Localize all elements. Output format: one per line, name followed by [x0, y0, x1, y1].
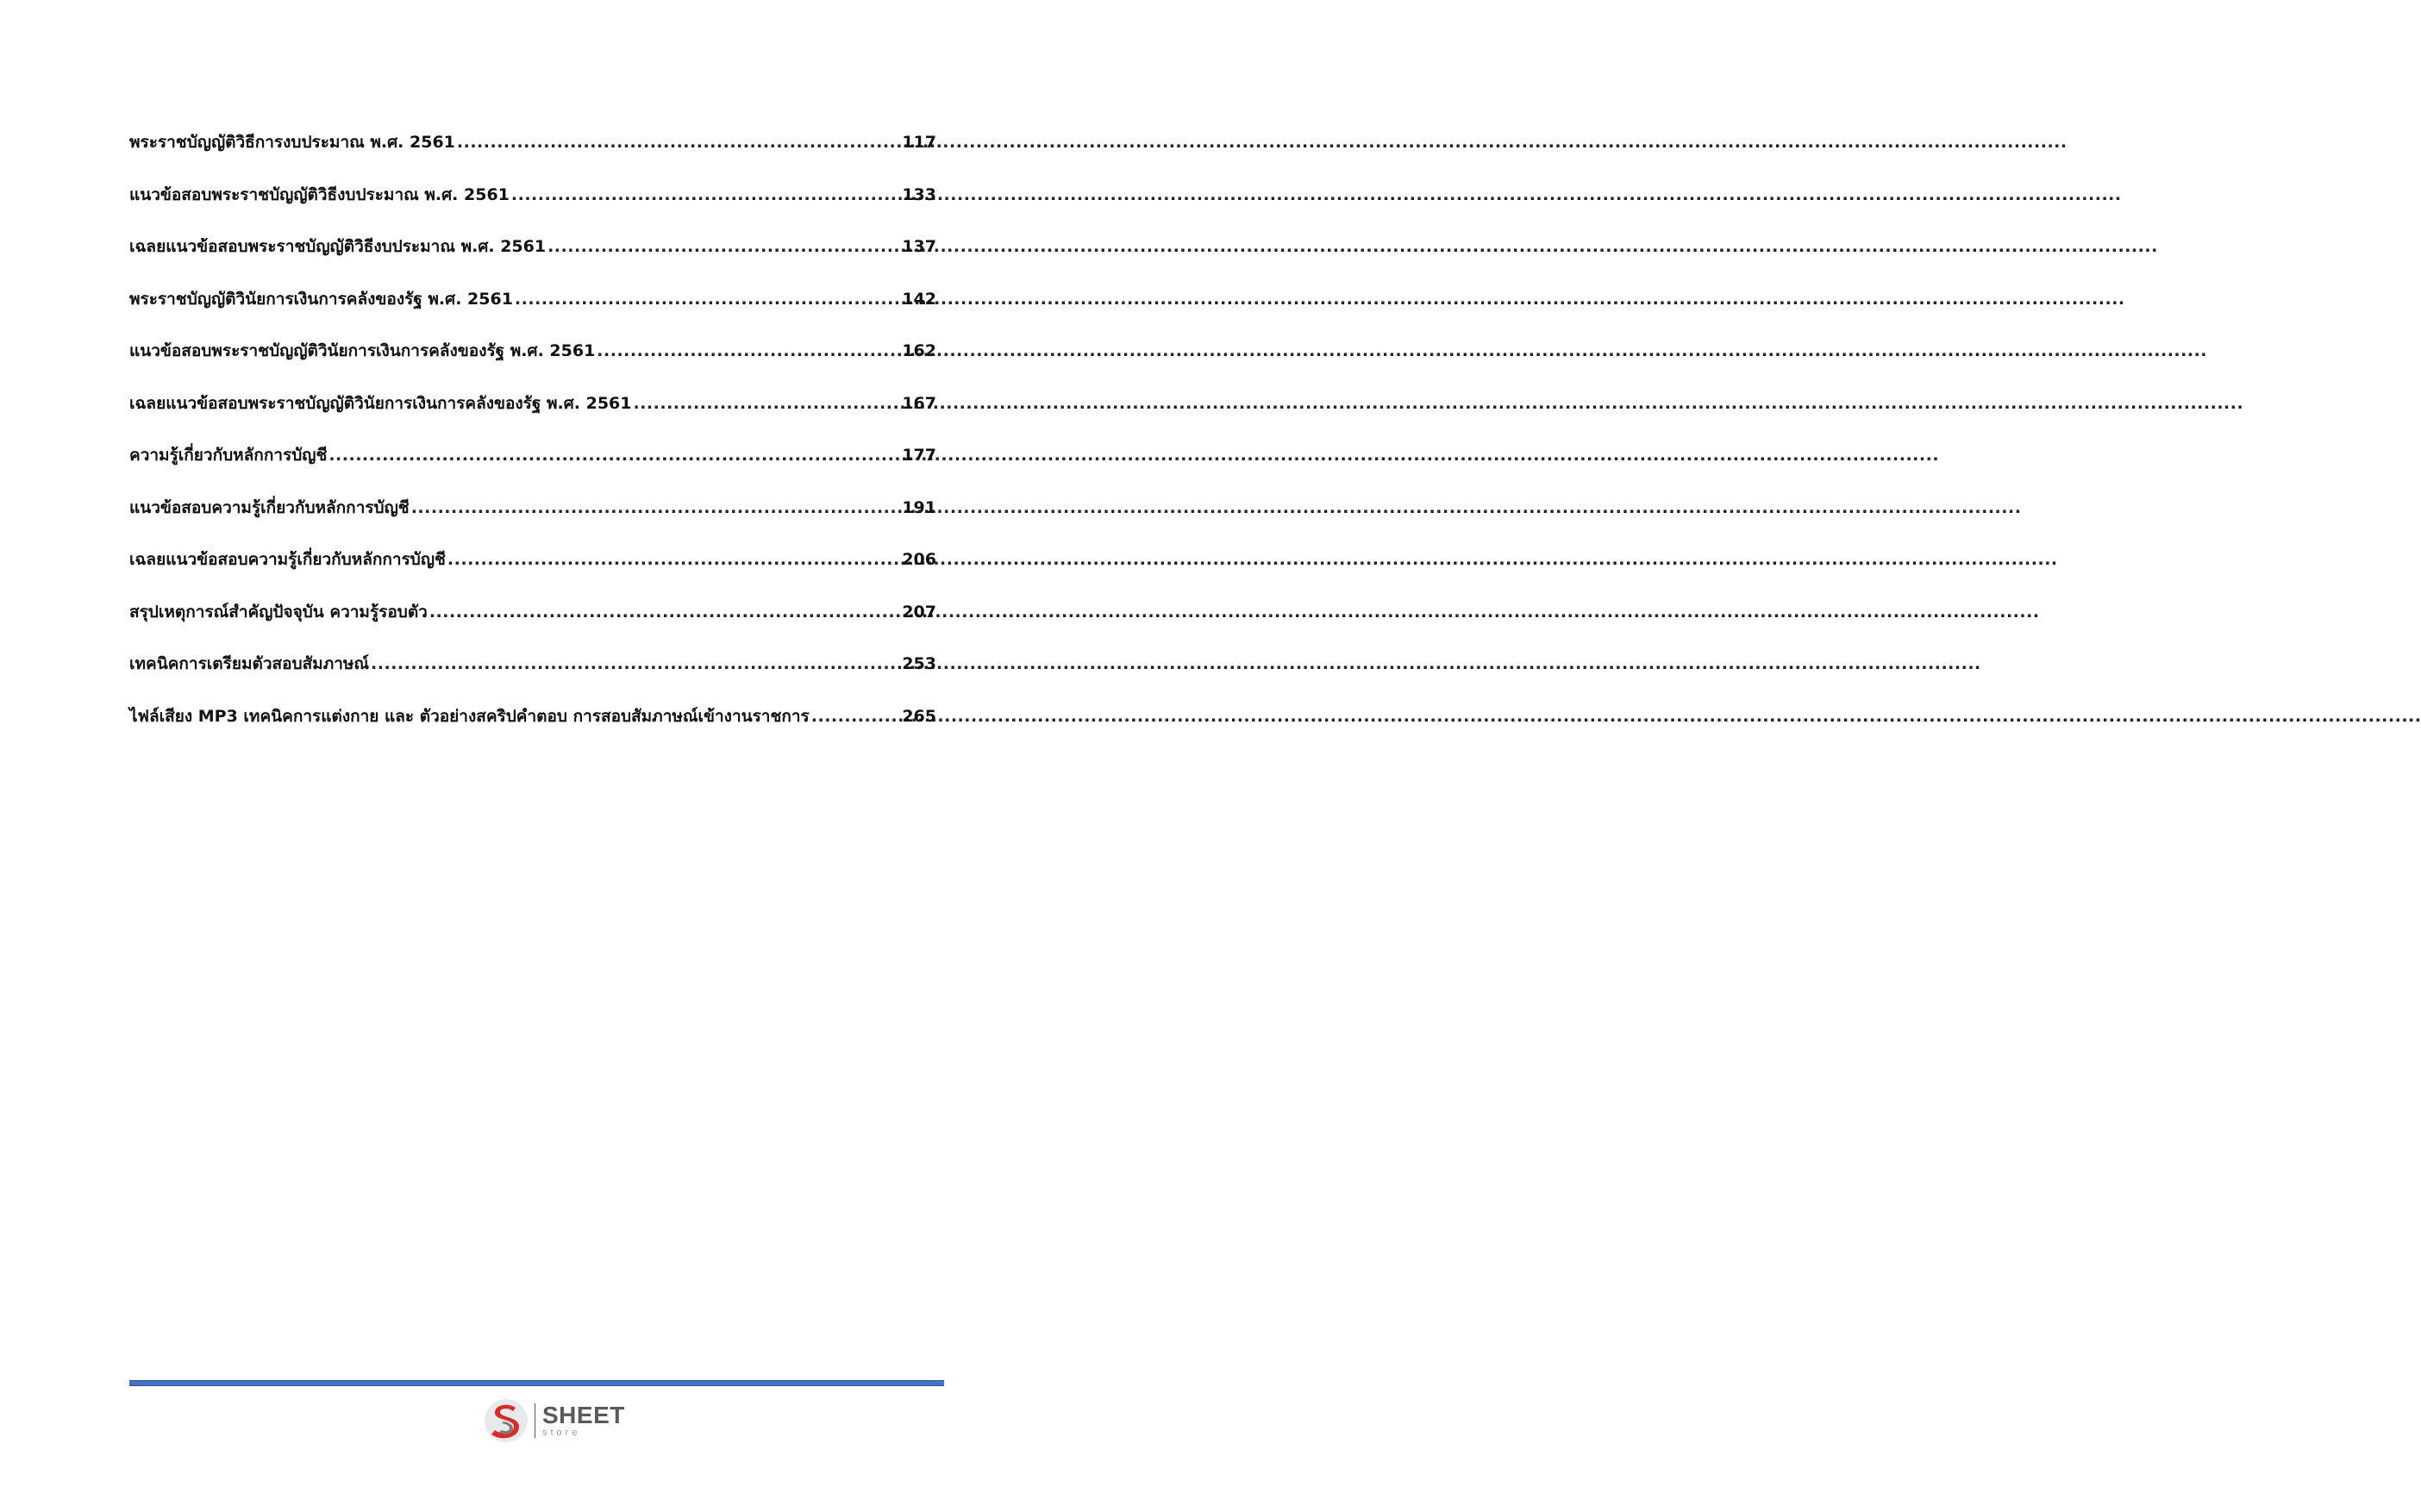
- toc-dot-leader: [515, 290, 898, 309]
- toc-entry-page: 177: [902, 446, 936, 465]
- toc-entry[interactable]: [129, 442, 936, 495]
- toc-entry[interactable]: [129, 234, 936, 286]
- toc-dot-leader: [411, 498, 899, 517]
- toc-entry[interactable]: [129, 338, 936, 390]
- toc-dot-leader: [371, 654, 898, 673]
- toc-entry-title: พระราชบัญญัติวิธีการงบประมาณ พ.ศ. 2561: [129, 133, 455, 152]
- toc-entry-page: 162: [902, 341, 936, 360]
- logo-subtitle: store: [542, 1428, 581, 1438]
- toc-dot-leader: [811, 707, 899, 726]
- toc-dot-leader: [511, 185, 898, 204]
- toc-dot-leader: [597, 341, 898, 360]
- table-of-contents: [129, 129, 936, 755]
- toc-entry-page: 207: [902, 602, 936, 622]
- logo-wordmark: [542, 1403, 625, 1438]
- toc-entry-title: ความรู้เกี่ยวกับหลักการบัญชี: [129, 446, 328, 465]
- toc-entry-title: แนวข้อสอบพระราชบัญญัติวิธีงบประมาณ พ.ศ. 2561: [129, 184, 510, 204]
- toc-entry[interactable]: [129, 495, 936, 547]
- toc-entry-title: ไฟล์เสียง MP3 เทคนิคการแต่งกาย และ ตัวอย่างสคริปคำตอบ การสอบสัมภาษณ์เข้างานราชการ: [129, 706, 810, 726]
- toc-entry-page: 206: [902, 550, 936, 569]
- toc-dot-leader: [447, 550, 898, 569]
- toc-entry[interactable]: [129, 182, 936, 234]
- toc-entry-title: แนวข้อสอบความรู้เกี่ยวกับหลักการบัญชี: [129, 497, 410, 517]
- toc-dot-leader: [457, 133, 898, 152]
- toc-entry-title: เทคนิคการเตรียมตัวสอบสัมภาษณ์: [129, 654, 370, 673]
- toc-entry-page: 137: [902, 237, 936, 256]
- toc-entry[interactable]: [129, 390, 936, 443]
- toc-entry[interactable]: [129, 703, 936, 756]
- logo-word: SHEET: [542, 1402, 625, 1428]
- toc-entry[interactable]: [129, 599, 936, 652]
- toc-entry-page: 191: [902, 497, 936, 517]
- toc-dot-leader: [547, 237, 898, 256]
- toc-entry[interactable]: [129, 547, 936, 599]
- toc-entry[interactable]: [129, 651, 936, 703]
- toc-entry-title: เฉลยแนวข้อสอบพระราชบัญญัติวิธีงบประมาณ พ.ศ. 2561: [129, 237, 547, 256]
- toc-entry-page: 167: [902, 393, 936, 413]
- footer-divider: [129, 1380, 944, 1386]
- sheet-store-logo-icon: [483, 1397, 529, 1444]
- toc-entry-title: สรุปเหตุการณ์สำคัญปัจจุบัน ความรู้รอบตัว: [129, 602, 428, 622]
- toc-entry-page: 265: [902, 706, 936, 726]
- toc-entry-title: แนวข้อสอบพระราชบัญญัติวินัยการเงินการคลังของรัฐ พ.ศ. 2561: [129, 341, 596, 360]
- toc-dot-leader: [328, 446, 898, 465]
- toc-dot-leader: [634, 394, 899, 413]
- toc-dot-leader: [429, 603, 898, 622]
- toc-entry-title: พระราชบัญญัติวินัยการเงินการคลังของรัฐ พ.ศ. 2561: [129, 289, 513, 309]
- toc-entry-page: 142: [902, 289, 936, 309]
- toc-entry[interactable]: [129, 129, 936, 182]
- toc-entry[interactable]: [129, 286, 936, 339]
- toc-entry-page: 253: [902, 654, 936, 673]
- toc-entry-title: เฉลยแนวข้อสอบพระราชบัญญัติวินัยการเงินการคลังของรัฐ พ.ศ. 2561: [129, 393, 632, 413]
- toc-entry-title: เฉลยแนวข้อสอบความรู้เกี่ยวกับหลักการบัญชี: [129, 550, 446, 569]
- toc-entry-page: 117: [902, 133, 936, 152]
- sheet-store-logo: [483, 1397, 625, 1444]
- toc-entry-page: 133: [902, 184, 936, 204]
